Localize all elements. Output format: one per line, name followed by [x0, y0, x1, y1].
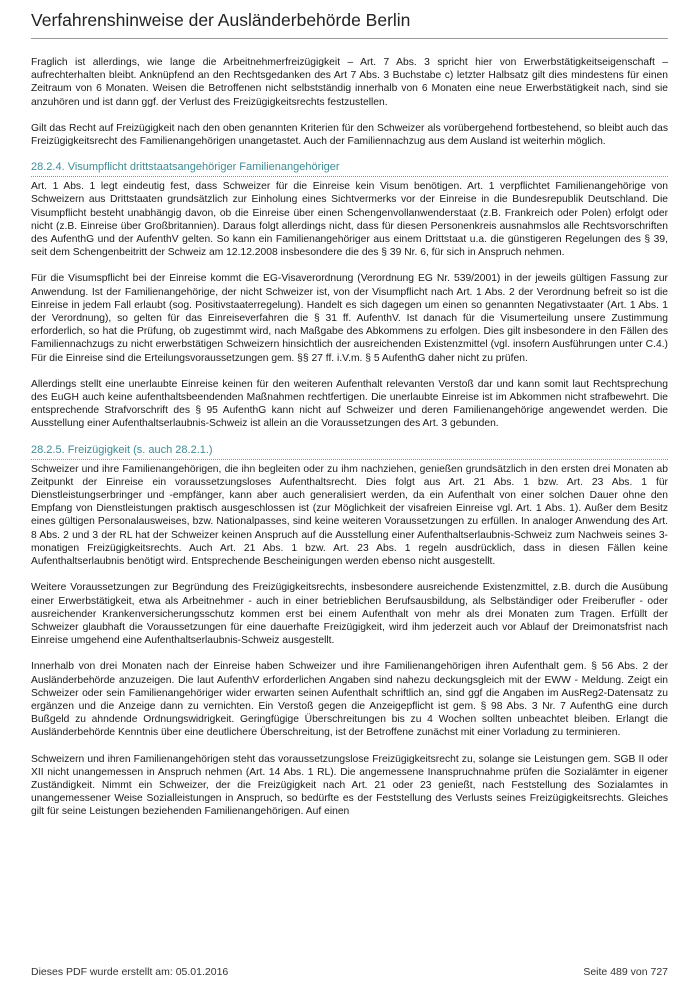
page-footer	[31, 966, 668, 978]
creation-date: Dieses PDF wurde erstellt am: 05.01.2016	[31, 966, 229, 978]
paragraph: Innerhalb von drei Monaten nach der Einreise haben Schweizer und ihre Familienangehörigen ihren Aufenthalt gem. § 56 Abs. 2 der Ausländerbehörde anzuzeigen. Die laut AufenthV erforderlichen Angaben sind nahezu deckungsgleich mit der EWW - Meldung. Zeigt ein Schweizer oder sein Familienangehöriger wider erwarten seinen Aufenthalt schriftlich an, sind ggf die Angaben im AusReg2-Datensatz zu ergänzen und die Anzeige dann zu vernichten. Ein Verstoß gegen die Anzeigepflicht ist gem. § 98 Abs. 3 Nr. 7 AufenthG eine durch Bußgeld zu ahndende Ordnungswidrigkeit. Geringfügige Überschreitungen bis zu 4 Wochen sollten unbeachtet bleiben. Erlangt die Ausländerbehörde Kenntnis über eine deutlichere Überschreitung, ist der Betroffene zunächst mit einer Vorladung zu terminieren.	[31, 661, 668, 739]
section-heading-28-2-5: 28.2.5. Freizügigkeit (s. auch 28.2.1.)	[31, 444, 668, 460]
section-heading-28-2-4: 28.2.4. Visumpflicht drittstaatsangehöriger Familienangehöriger	[31, 161, 668, 177]
paragraph: Art. 1 Abs. 1 legt eindeutig fest, dass Schweizer für die Einreise kein Visum benötigen. Art. 1 verpflichtet Familienangehörige von Schweizern aus Drittstaaten grundsätzlich zur Einholung eines Sichtvermerks vor der Einreise in die Bundesrepublik Deutschland. Die Visumpflicht besteht unabhängig davon, ob die Einreise über einen Schengenvollanwenderstaat (z.B. Frankreich oder Polen) erfolgt oder nicht (z.B. Einreise über Großbritannien). Daraus folgt allerdings nicht, dass für diesen Personenkreis ausnahmslos alle Rechtsvorschriften des AufenthG und der AufenthV gelten. So kann ein Familienangehöriger aus einem Drittstaat u.a. die günstigeren Regelungen des § 39, seit dem Schengenbeitritt der Schweiz am 12.12.2008 insbesondere die des § 39 Nr. 6, für sich in Anspruch nehmen.	[31, 181, 668, 259]
paragraph: Schweizern und ihren Familienangehörigen steht das voraussetzungslose Freizügigkeitsrecht zu, solange sie Leistungen gem. SGB II oder XII nicht unangemessen in Anspruch nehmen (Art. 14 Abs. 1 RL). Die angemessene Inanspruchnahme prüfen die Sozialämter in eigener Zuständigkeit. Nimmt ein Schweizer, der die Freizügigkeit nach Art. 21 oder 23 genießt, nach Feststellung des Sozialamtes in unangemessener Weise Sozialleistungen in Anspruch, so bedürfte es der Feststellung des Verlusts seines Freizügigkeitsrechts. Gleiches gilt für seine Leistungen beziehenden Familienangehörigen. Auf einen	[31, 753, 668, 818]
document-title: Verfahrenshinweise der Ausländerbehörde Berlin	[31, 10, 411, 30]
document-body	[31, 56, 668, 832]
paragraph: Für die Visumspflicht bei der Einreise kommt die EG-Visaverordnung (Verordnung EG Nr. 539/2001) in der jeweils gültigen Fassung zur Anwendung. Ist der Familienangehörige, der nicht Schweizer ist, von der Visumpflicht nach Art. 1 Abs. 2 der Verordnung befreit so ist die Einreise in jedem Fall erlaubt (sog. Positivstaaterregelung). Handelt es sich dagegen um einen so genannten Negativstaater (Art. 1 Abs. 1 der Verordnung), so gelten für das Einreiseverfahren die § 31 ff. AufenthV. Ist danach für die Visumerteilung unsere Zustimmung erforderlich, so hat die Prüfung, ob zugestimmt wird, nach Maßgabe des Abkommens zu erfolgen. Dies gilt insbesondere in den Fällen des Familiennachzugs zu nicht erwerbstätigen Schweizern hinsichtlich der ausreichenden Existenzmittel (vgl. insofern Ausführungen unter C.4.) Für die Einreise sind die Erteilungsvoraussetzungen gem. §§ 27 ff. i.V.m. § 5 AufenthG daher nicht zu prüfen.	[31, 273, 668, 364]
paragraph: Allerdings stellt eine unerlaubte Einreise keinen für den weiteren Aufenthalt relevanten Verstoß dar und kann somit laut Rechtsprechung des EuGH auch keine aufenthaltsbeendenden Maßnahmen rechtfertigen. Die unerlaubte Einreise ist im Abkommen nicht strafbewehrt. Die entsprechende Strafvorschrift des § 95 AufenthG kann nicht auf Schweizer und deren Familienangehörige angewendet werden. Die Ausstellung einer Aufenthaltserlaubnis-Schweiz ist allein an die Voraussetzungen des Art. 3 gebunden.	[31, 378, 668, 430]
paragraph: Fraglich ist allerdings, wie lange die Arbeitnehmerfreizügigkeit – Art. 7 Abs. 3 spricht hier von Erwerbstätigkeitseigenschaft – aufrechterhalten bleibt. Anknüpfend an den Rechtsgedanken des Art 7 Abs. 3 Buchstabe c) letzter Halbsatz gilt dies mindestens für einen Zeitraum von 6 Monaten. Weisen die Betroffenen nicht selbstständig innerhalb von 6 Monaten eine neue Erwerbstätigkeit nach, sind sie anzuhören und ist dann ggf. der Verlust des Freizügigkeitsrechts festzustellen.	[31, 57, 668, 108]
page-header	[31, 10, 668, 39]
paragraph: Weitere Voraussetzungen zur Begründung des Freizügigkeitsrechts, insbesondere ausreichende Existenzmittel, z.B. durch die Ausübung einer Erwerbstätigkeit, etwa als Arbeitnehmer - auch in einer betrieblichen Berufsausbildung, als Selbständiger oder Freiberufler - oder ausreichender Krankenversicherungsschutz kommen erst bei einem Aufenthalt von mehr als drei Monaten zum Tragen. Erfüllt der Schweizer glaubhaft die Voraussetzungen für eine dauerhafte Freizügigkeit, wird ihm jederzeit auch vor Ablauf der Dreimonatsfrist nach Einreise umgehend eine Aufenthaltserlaubnis-Schweiz ausgestellt.	[31, 582, 668, 647]
paragraph: Gilt das Recht auf Freizügigkeit nach den oben genannten Kriterien für den Schweizer als vorübergehend fortbestehend, so bleibt auch das Freizügigkeitsrecht des Familienangehörigen unangetastet. Auch der Familiennachzug aus dem Ausland ist weiterhin möglich.	[31, 122, 668, 148]
page-number: Seite 489 von 727	[583, 966, 668, 978]
paragraph: Schweizer und ihre Familienangehörigen, die ihn begleiten oder zu ihm nachziehen, genießen grundsätzlich in den ersten drei Monaten ab Zeitpunkt der Einreise ein voraussetzungsloses Aufenthaltsrecht. Dies folgt aus Art. 21 Abs. 1 bzw. Art. 23 Abs. 1 für Dienstleistungserbringer und -empfänger, kann aber auch generalisiert werden, da ein Aufenthalt von einer solchen Dauer ohne den Empfang von Dienstleistungen praktisch ausgeschlossen ist (zur Möglichkeit der visafreien Einreise vgl. Art. 1 Abs. 1). Außer dem Besitz eines gültigen Personalausweises, bzw. Nationalpasses, sind keine weiteren Voraussetzungen zu erfüllen. In analoger Anwendung des Art. 8 Abs. 2 und 3 der RL hat der Schweizer keinen Anspruch auf die Ausstellung einer Aufenthaltserlaubnis-Schweiz zum Nachweis seines 3-monatigen Freizügigkeitsrechts. Auch Art. 21 Abs. 1 bzw. Art. 23 Abs. 1 regeln ausdrücklich, dass in diesen Fällen keine Aufenthaltserlaubnis benötigt wird. Entsprechende Bescheinigungen werden ebenso nicht ausgestellt.	[31, 463, 668, 568]
